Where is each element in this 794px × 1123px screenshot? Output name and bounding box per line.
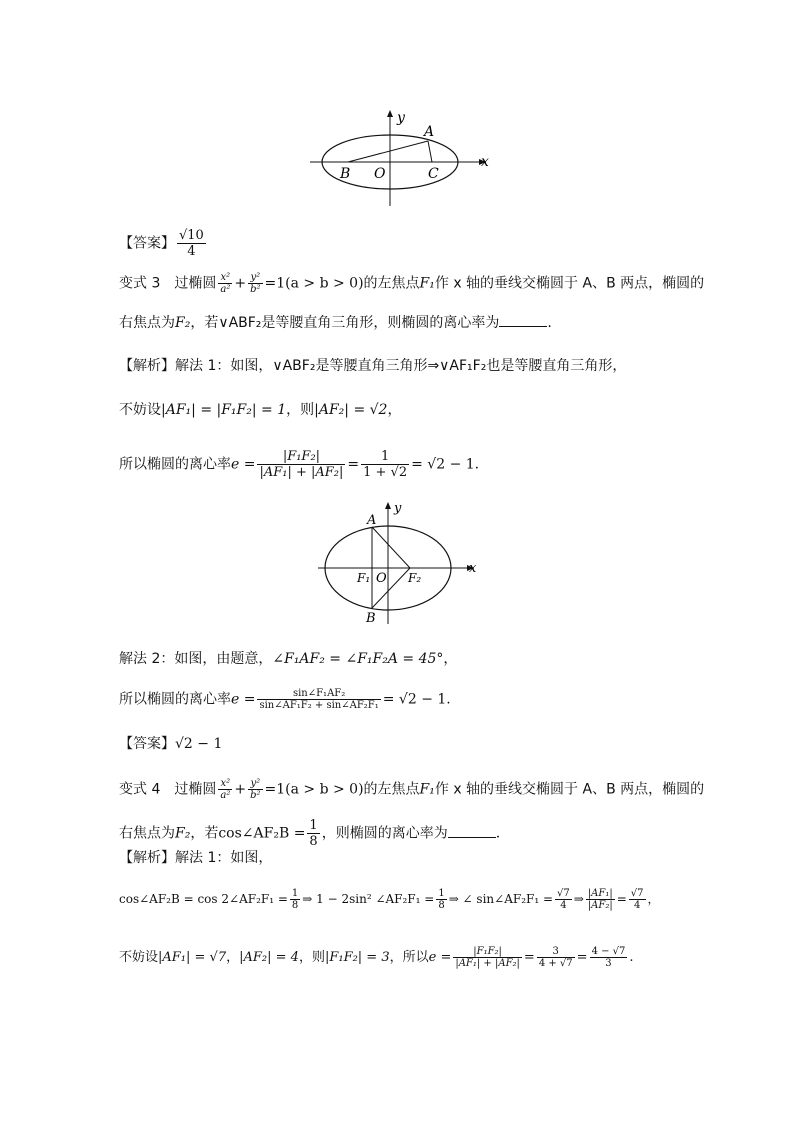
v4-F1: F₁ [419, 781, 435, 798]
sol3-label: 【解析】 [119, 358, 175, 374]
label-y-2: y [394, 501, 402, 516]
sol3-frac1-den: |AF₁| + |AF₂| [259, 465, 344, 480]
sol4-f5-den: 4 [633, 900, 641, 911]
segment-AF2 [372, 527, 410, 568]
label-O: O [374, 166, 386, 182]
v4-text-a: 变式 4 过椭圆 [119, 781, 217, 798]
sol3b-result: = √2 − 1. [382, 691, 451, 708]
label-B-2: B [366, 611, 376, 626]
sol4-g3-num: 4 − √7 [591, 946, 626, 957]
v4-text-b: 的左焦点 [363, 781, 420, 798]
sol3-frac2-num: 1 [361, 449, 409, 465]
sol3b-expr-1b: ∠F₁AF₂ = ∠F₁F₂A = 45° [272, 651, 444, 667]
sol4-g1-num: |F₁F₂| [453, 946, 522, 958]
sol3-expr-2b: |AF₁| = |F₁F₂| = 1 [161, 402, 287, 418]
answer-1-denominator: 4 [187, 244, 196, 259]
sol4-expr-3f: |F₁F₂| = 3 [324, 950, 390, 965]
label-C: C [428, 166, 439, 182]
sol4-f2-den: 8 [438, 900, 445, 911]
v4-cos-num: 1 [309, 818, 318, 833]
v4-end: . [495, 825, 501, 842]
sol4-f4-den: |AF₂| [587, 900, 613, 911]
sol4-expr-d: ⇒ [573, 892, 584, 906]
sol4-expr-a: cos∠AF₂B = cos 2∠AF₂F₁ = [119, 892, 288, 906]
sol4-label: 【解析】 [119, 850, 175, 866]
sol4-expr-3d: |AF₂| = 4 [239, 950, 299, 965]
sol4-expr-f: ， [647, 892, 660, 906]
sol3b-line1 [119, 650, 457, 668]
v3-text-c: 作 x 轴的垂线交椭圆于 A、B 两点，椭圆的 [434, 275, 705, 292]
sol3-result: = √2 − 1. [411, 456, 480, 473]
y-axis-arrow-2 [385, 502, 391, 509]
sol3b-frac-num: sin∠F₁AF₂ [257, 688, 380, 700]
v3-eq-rhs: =1(a > b > 0) [264, 275, 364, 292]
sol4-text-3a: 不妨设 [119, 950, 159, 965]
sol4-eq-1: = [523, 950, 535, 965]
v3-a2: a² [220, 284, 231, 295]
sol4-expr-3b: |AF₁| = √7 [158, 950, 227, 965]
sol4-expr-b: ⇒ 1 − 2sin² ∠AF₂F₁ = [302, 892, 435, 906]
v4-x2: x² [218, 778, 232, 790]
sol3b-frac-den: sin∠AF₁F₂ + sin∠AF₂F₁ [259, 700, 379, 711]
label-y: y [397, 110, 405, 126]
v4-text-f: ，则椭圆的离心率为 [321, 825, 448, 842]
answer-2 [119, 735, 222, 753]
variant-4-line1: 变式 4 过椭圆 $\frac{\text{x²}}{\text{a²}}$ + $\frac{\text{y²}}{\text{b²}}$ =1(a > b > 0)的左焦点F₁作 x 轴的垂线交椭圆于 A、B 两点，椭圆的 [119, 778, 705, 801]
sol4-text-3c: ， [226, 950, 240, 965]
v3-text-b: 的左焦点 [363, 275, 420, 292]
sol4-f5-num: √7 [630, 888, 644, 899]
v3-x2: x² [218, 272, 232, 284]
sol3b-text-1a: 解法 2：如图，由题意， [119, 651, 273, 667]
label-B: B [340, 166, 351, 182]
segment-BA [348, 141, 428, 162]
v3-text-a: 变式 3 过椭圆 [119, 275, 217, 292]
v3-F1: F₁ [419, 275, 435, 292]
v4-blank [448, 825, 496, 838]
segment-AC [428, 141, 432, 162]
answer-1 [119, 228, 208, 259]
sol4-f1-den: 8 [291, 900, 299, 911]
sol3-line3 [119, 449, 479, 480]
sol4-line3 [119, 946, 634, 969]
sol4-f1-num: 1 [291, 888, 299, 899]
answer-2-value: √2 − 1 [175, 736, 223, 752]
answer-label: 【答案】 [119, 235, 175, 252]
sol4-expr-c: ⇒ ∠ sin∠AF₂F₁ = [448, 892, 554, 906]
sol3-text-1: 解法 1：如图，∨ABF₂是等腰直角三角形⇒∨AF₁F₂也是等腰直角三角形， [175, 358, 627, 374]
sol4-f4-num: |AF₁| [587, 888, 613, 899]
answer-1-numerator: √10 [179, 228, 204, 243]
v3-blank [499, 314, 547, 327]
sol4-line2 [119, 888, 660, 911]
v4-a2: a² [220, 790, 231, 801]
figure-ellipse-foci [318, 500, 488, 628]
sol4-expr-e: = [616, 892, 627, 906]
v4-text-d: 右焦点为 [119, 825, 175, 842]
v3-text-d: 右焦点为 [119, 315, 175, 331]
sol3-expr-2d: |AF₂| = √2 [314, 402, 388, 418]
answer-2-label: 【答案】 [119, 736, 175, 752]
sol4-g3-den: 3 [605, 958, 612, 969]
figure-ellipse-abc [310, 108, 500, 210]
variant-3-line1: 变式 3 过椭圆 $\frac{\text{x²}}{\text{a²}}$ + $\frac{\text{y²}}{\text{b²}}$ =1(a > b > 0)的左焦点F₁作 x 轴的垂线交椭圆于 A、B 两点，椭圆的 [119, 272, 705, 295]
label-O-2: O [376, 571, 387, 586]
sol4-line1 [119, 849, 272, 867]
variant-3-line2 [119, 314, 552, 332]
v3-b2: b² [250, 284, 261, 295]
sol4-f3-den: 4 [560, 900, 567, 911]
label-F1: F₁ [357, 571, 371, 585]
sol4-f3-num: √7 [557, 888, 570, 899]
v4-text-e: ，若 [190, 825, 219, 842]
sol4-text-3e: ，则 [298, 950, 325, 965]
v4-cos: cos∠AF₂B = [218, 825, 306, 842]
v4-text-c: 作 x 轴的垂线交椭圆于 A、B 两点，椭圆的 [434, 781, 705, 798]
sol4-g2-den: 4 + √7 [538, 958, 573, 969]
sol4-eq-2: = [576, 950, 588, 965]
sol4-g2-num: 3 [537, 946, 575, 958]
sol3-text-2e: ， [387, 402, 402, 418]
sol4-text-1: 解法 1：如图， [175, 850, 273, 866]
v4-cos-den: 8 [309, 834, 318, 849]
sol3-text-2c: ，则 [286, 402, 315, 418]
sol3-text-2a: 不妨设 [119, 402, 161, 418]
v4-y2: y² [248, 778, 262, 790]
sol3-frac2-den: 1 + √2 [363, 465, 408, 480]
sol3b-text-1c: ， [443, 651, 458, 667]
label-x-2: x [469, 561, 477, 576]
label-x: x [481, 154, 489, 170]
sol3-line1 [119, 357, 626, 375]
sol3b-e: e = [231, 691, 256, 708]
sol3-eq: = [347, 456, 360, 473]
y-axis-arrow [387, 110, 393, 117]
sol3b-text-2a: 所以椭圆的离心率 [119, 691, 231, 708]
label-A-2: A [367, 513, 377, 528]
v4-F2: F₂ [175, 825, 191, 842]
v3-y2: y² [248, 272, 262, 284]
sol3-frac1-num: |F₁F₂| [257, 449, 345, 465]
sol4-text-3g: ，所以 [389, 950, 429, 965]
sol3b-line2 [119, 688, 451, 711]
sol3-line2 [119, 401, 401, 419]
v3-text-e: ，若∨ABF₂是等腰直角三角形，则椭圆的离心率为 [190, 315, 500, 331]
sol4-end: . [629, 950, 634, 965]
sol4-f2-num: 1 [438, 888, 445, 899]
label-F2: F₂ [408, 571, 422, 585]
sol4-e: e = [428, 950, 452, 965]
v4-b2: b² [250, 790, 261, 801]
sol4-g1-den: |AF₁| + |AF₂| [455, 958, 520, 969]
variant-4-line2 [119, 818, 500, 849]
v4-eq-rhs: =1(a > b > 0) [264, 781, 364, 798]
v3-F2: F₂ [175, 315, 191, 331]
sol3-text-3a: 所以椭圆的离心率 [119, 456, 231, 473]
v3-end: . [547, 315, 552, 331]
label-A: A [424, 124, 435, 140]
sol3-e: e = [231, 456, 256, 473]
